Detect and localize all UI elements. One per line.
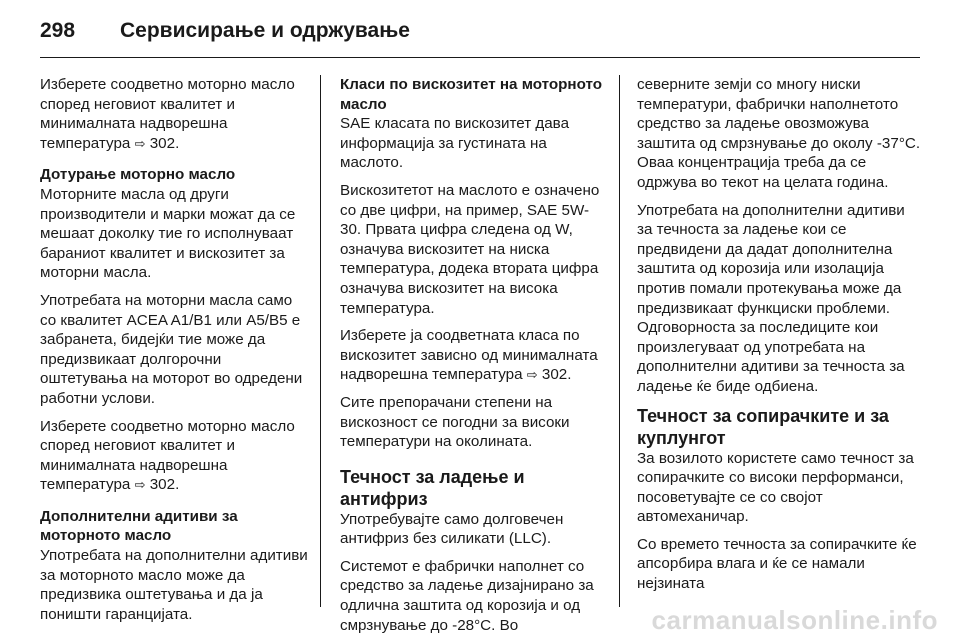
section-heading: Класи по вискозитет на моторното масло — [340, 76, 603, 113]
section-heading: Течност за ладење и антифриз — [340, 466, 525, 509]
column-3 — [637, 75, 922, 602]
page-reference[interactable] — [135, 476, 180, 493]
paragraph: Со времето течноста за сопирачките ќе апсорбира влага и ќе се намали нејзината — [637, 535, 917, 593]
column-1 — [40, 75, 308, 632]
page-reference-number: 302. — [149, 134, 180, 152]
page-header — [40, 14, 920, 48]
paragraph: Употребата на дополнителни адитиви за моторното масло може да предизвика оштетувања и да ја поништи гаранцијата. — [40, 547, 308, 623]
page-number: 298 — [40, 19, 76, 42]
column-divider — [320, 75, 321, 607]
right-arrow-icon: ⇨ — [134, 135, 146, 151]
page-reference[interactable] — [135, 135, 180, 152]
paragraph — [340, 326, 605, 385]
right-arrow-icon: ⇨ — [526, 367, 538, 383]
section-heading: Дотурање моторно масло — [40, 166, 236, 184]
page-reference-number: 302. — [149, 476, 180, 494]
paragraph: Вискозитетот на маслото е означено со две цифри, на пример, SAE 5W-30. Првата цифра следена од W, означува вискозитет на ниска температура, додека втората цифра означува вискозитет на висока температура. — [340, 181, 600, 317]
paragraph: Употребувајте само долговечен антифриз без силикати (LLC). — [340, 510, 564, 548]
header-rule — [40, 57, 920, 58]
page-title: Сервисирање и одржување — [120, 19, 410, 42]
paragraph: Сите препорачани степени на вискозност се погодни за високи температури на околината. — [340, 393, 570, 451]
paragraph — [40, 75, 308, 153]
section-heading: Дополнителни адитиви за моторното масло — [40, 507, 238, 545]
paragraph-text: Изберете соодветно моторно масло според неговиот квалитет и минималната надворешна температура — [40, 417, 295, 494]
paragraph: За возилото користете само течност за сопирачките со високи перформанси, посоветувајте се со својот автомеханичар. — [637, 449, 914, 526]
paragraph: Системот е фабрички наполнет со средство за ладење дизајнирано за одлична заштита од корозија и од смрзнување до -28°C. Во — [340, 557, 594, 634]
section-heading: Течност за сопирачките и за куплунгот — [637, 405, 889, 448]
column-2 — [340, 75, 605, 643]
paragraph: SAE класата по вискозитет дава информација за густината на маслото. — [340, 115, 570, 172]
watermark: carmanualsonline.info — [651, 605, 938, 635]
paragraph — [40, 417, 308, 495]
paragraph: северните земји со многу ниски температури, фабрички наполнетото средство за ладење овозможува заштита од смрзнување до околу -37°C. Оваа концентрација треба да се одржува во текот на целата година. — [637, 76, 921, 191]
right-arrow-icon: ⇨ — [134, 477, 146, 493]
paragraph-text: Изберете соодветно моторно масло според неговиот квалитет и минималната надворешна температура — [40, 76, 295, 152]
paragraph: Употребата на дополнителни адитиви за течноста за ладење кои се предвидени да дадат дополнителна заштита од корозија или изолација против помали протекувања може да предизвикаат функциски проблеми. Одговорноста за последиците кои произлегуваат од употребата на дополнителни адитиви за течноста за ладење ќе биде одбиена. — [637, 201, 905, 395]
column-divider — [619, 75, 620, 607]
paragraph: Моторните масла од други производители и марки можат да се мешаат доколку тие го исполнуваат бараниот квалитет и вискозитет за моторни масла. — [40, 185, 296, 282]
paragraph-text: Изберете ја соодветната класа по вискозитет зависно од минималната надворешна температура — [340, 327, 598, 384]
page-reference-number: 302. — [541, 366, 572, 384]
page-reference[interactable] — [527, 366, 572, 383]
paragraph: Употребата на моторни масла само со квалитет ACEA A1/B1 или A5/B5 е забранета, бидејќи тие може да предизвикаат долгорочни оштетувања на моторот во одредени работни услови. — [40, 291, 303, 407]
